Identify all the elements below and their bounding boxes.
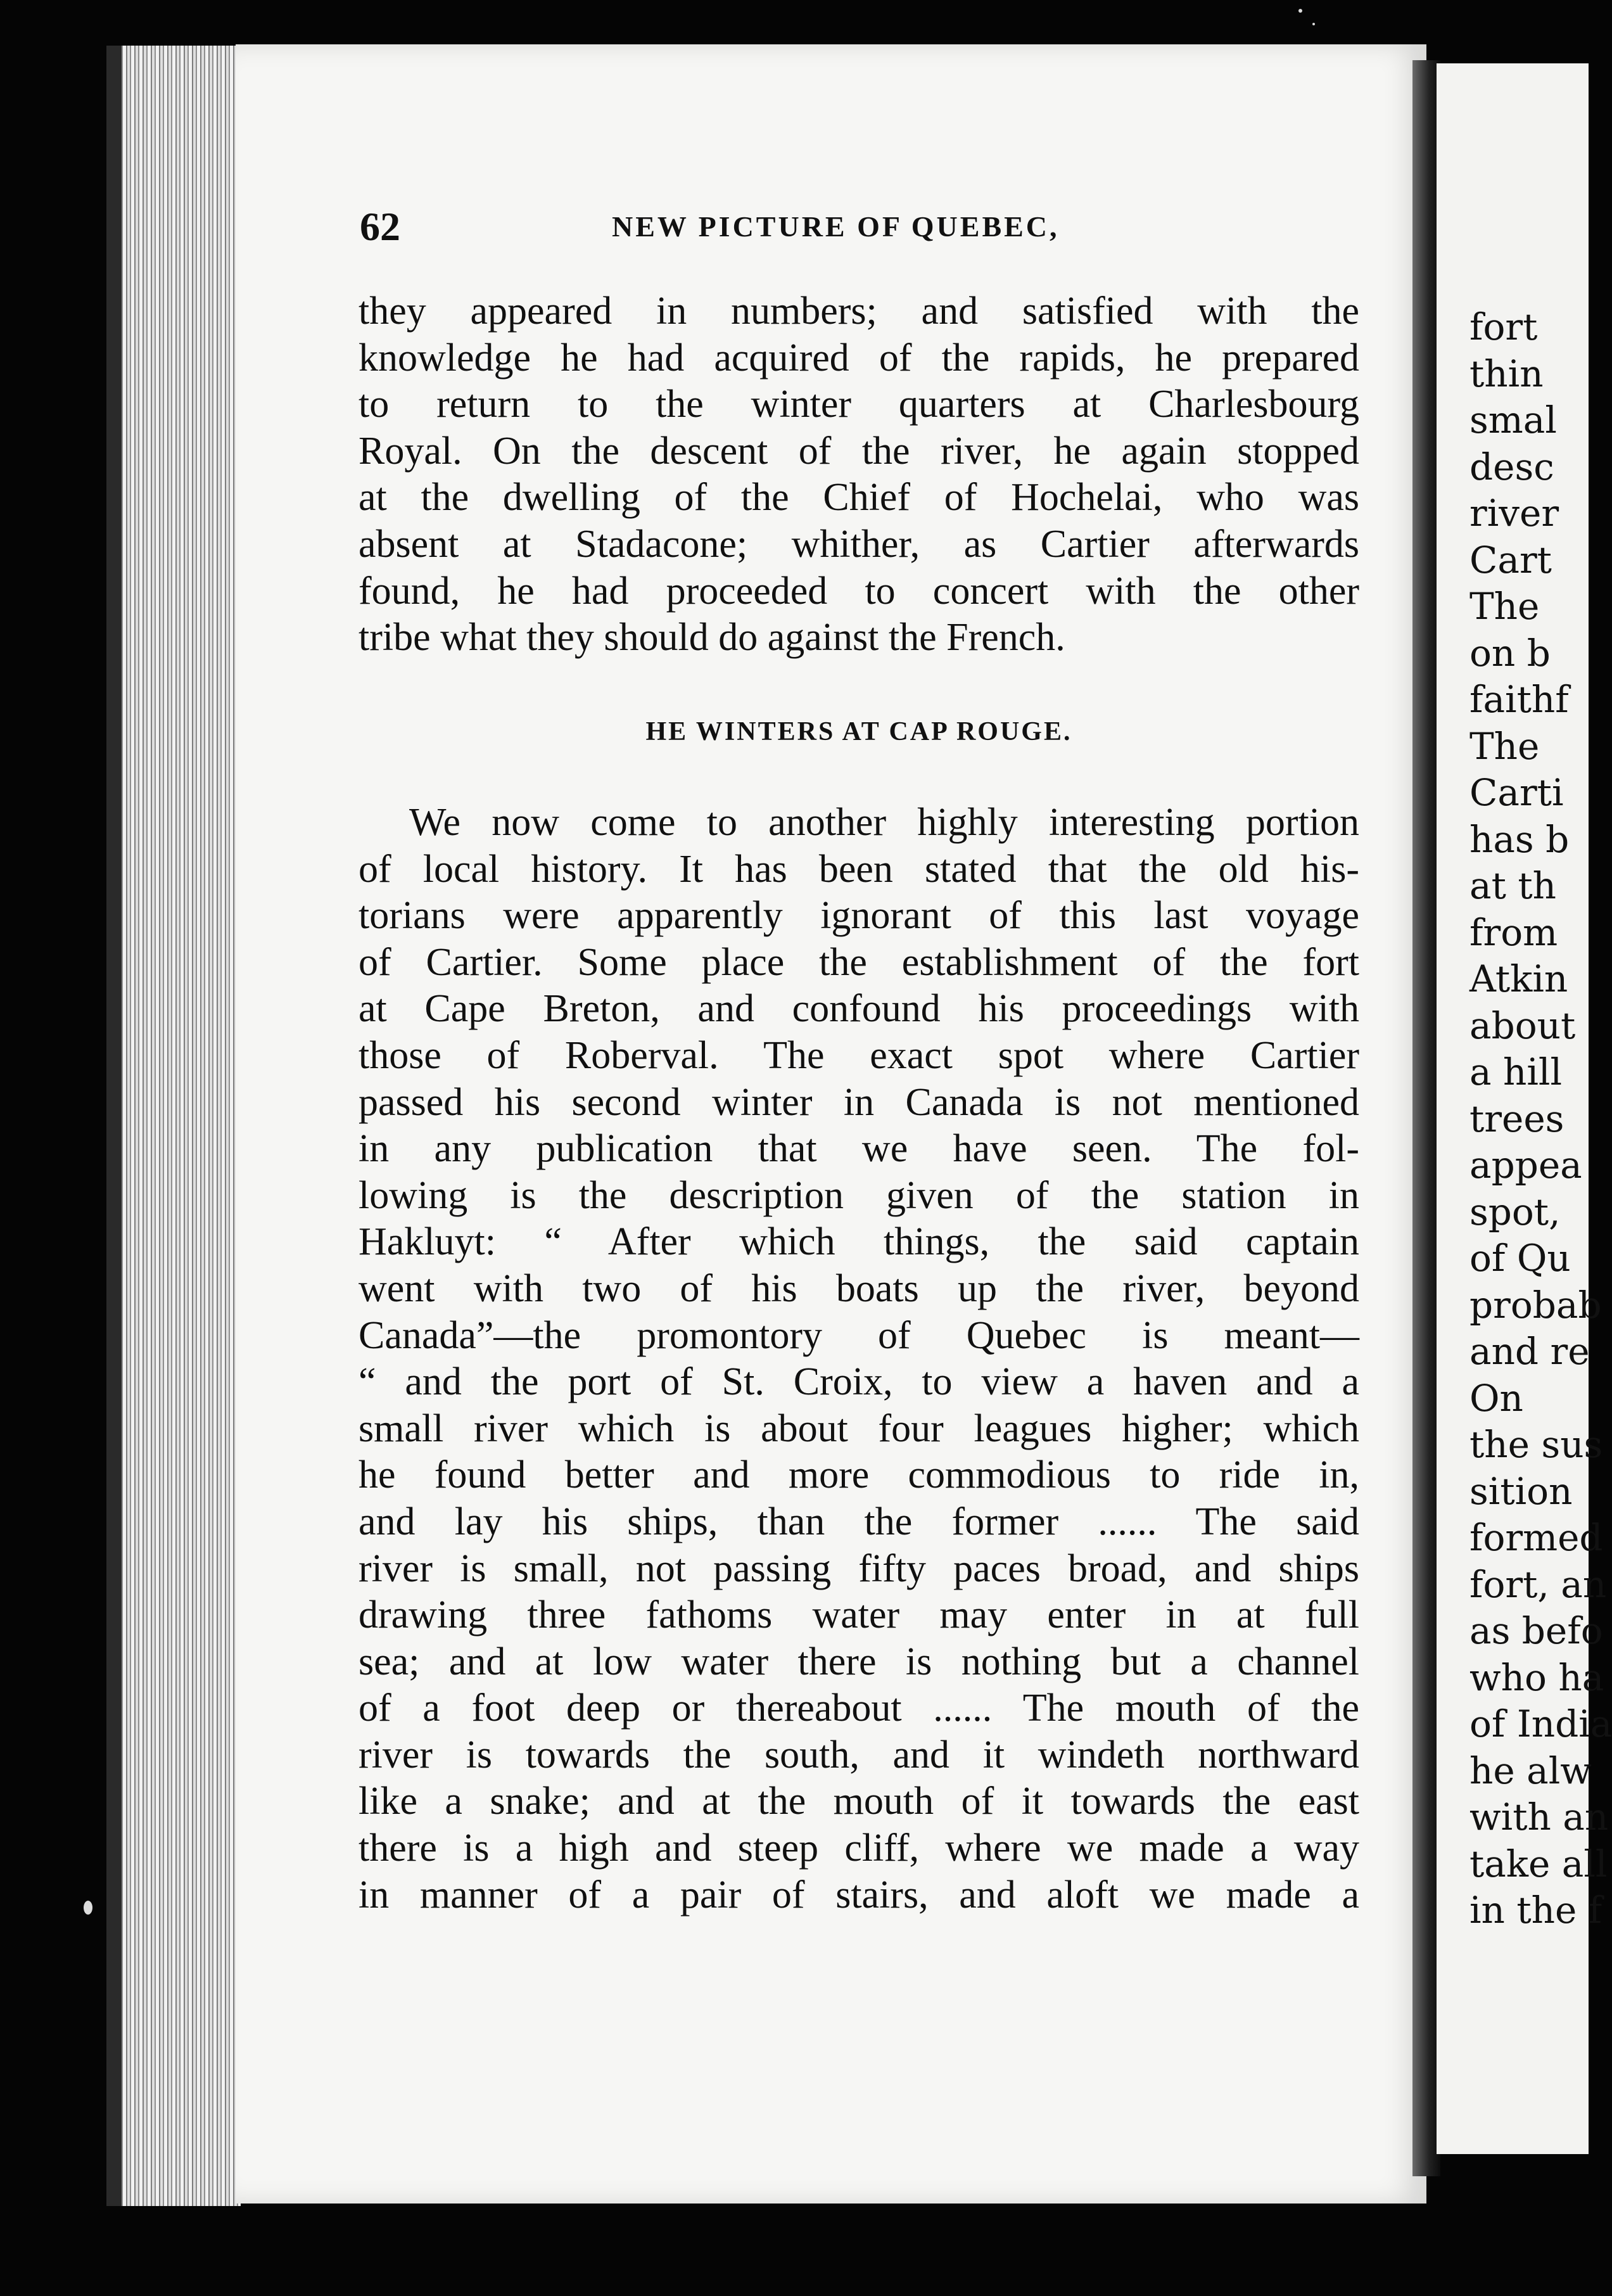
facing-line: he alw bbox=[1469, 1749, 1592, 1792]
text-line: We now come to another highly interesting portion bbox=[409, 801, 1359, 844]
facing-line: probab bbox=[1469, 1283, 1602, 1327]
facing-line: from bbox=[1469, 910, 1558, 954]
facing-line: with an bbox=[1469, 1795, 1609, 1839]
facing-line: The bbox=[1469, 585, 1540, 628]
facing-line: desc bbox=[1469, 445, 1554, 488]
text-line: Hakluyt: “ After which things, the said captain bbox=[359, 1220, 1359, 1264]
dust-speck bbox=[84, 1901, 92, 1915]
text-line: went with two of his boats up the river, beyond bbox=[359, 1266, 1359, 1310]
facing-line: a hill bbox=[1469, 1050, 1563, 1094]
facing-line: fort, an bbox=[1469, 1562, 1607, 1606]
facing-line: Cart bbox=[1469, 538, 1552, 582]
facing-line: of Qu bbox=[1469, 1237, 1571, 1280]
facing-line: river bbox=[1469, 492, 1559, 535]
text-line: and lay his ships, than the former ...... The said bbox=[359, 1500, 1359, 1543]
text-line: to return to the winter quarters at Charlesbourg bbox=[359, 383, 1359, 426]
text-line: drawing three fathoms water may enter in at full bbox=[359, 1593, 1359, 1637]
facing-line: trees bbox=[1469, 1097, 1564, 1140]
text-line: absent at Stadacone; whither, as Cartier afterwards bbox=[359, 522, 1359, 566]
facing-line: who ha bbox=[1469, 1655, 1604, 1699]
facing-line: the sus bbox=[1469, 1423, 1603, 1466]
text-line: in any publication that we have seen. The fol- bbox=[359, 1127, 1359, 1171]
page-edge-shadow bbox=[106, 46, 122, 2206]
text-line: river is towards the south, and it windeth northward bbox=[359, 1733, 1359, 1776]
facing-page-text bbox=[1469, 304, 1612, 1934]
page-number: 62 bbox=[360, 204, 400, 249]
facing-line: Carti bbox=[1469, 771, 1564, 814]
facing-line: and re bbox=[1469, 1330, 1590, 1373]
facing-line: take all bbox=[1469, 1842, 1608, 1885]
paragraph-2 bbox=[359, 800, 1359, 1918]
text-line: at Cape Breton, and confound his proceedings with bbox=[359, 987, 1359, 1031]
text-line: of local history. It has been stated that the old his- bbox=[359, 847, 1359, 891]
text-line: “ and the port of St. Croix, to view a haven and a bbox=[359, 1360, 1359, 1404]
facing-line: Atkin bbox=[1469, 957, 1568, 1000]
facing-line: in the f bbox=[1469, 1889, 1602, 1932]
text-line: at the dwelling of the Chief of Hochelai, who was bbox=[359, 476, 1359, 520]
facing-line: smal bbox=[1469, 399, 1557, 442]
facing-line: spot, bbox=[1469, 1190, 1561, 1234]
text-line: knowledge he had acquired of the rapids, he prepared bbox=[359, 336, 1359, 379]
paragraph-1 bbox=[359, 288, 1359, 661]
facing-line: appea bbox=[1469, 1144, 1582, 1187]
facing-line: On bbox=[1469, 1376, 1523, 1420]
text-line: passed his second winter in Canada is not mentioned bbox=[359, 1080, 1359, 1124]
text-line: found, he had proceeded to concert with the other bbox=[359, 569, 1359, 613]
dust-speck bbox=[1298, 9, 1302, 13]
facing-line: fort bbox=[1469, 305, 1538, 348]
facing-line: formed bbox=[1469, 1516, 1603, 1559]
facing-line: at th bbox=[1469, 864, 1556, 907]
facing-line: thin bbox=[1469, 352, 1544, 395]
text-line: of a foot deep or thereabout ...... The mouth of the bbox=[359, 1687, 1359, 1730]
text-line: sea; and at low water there is nothing but a channel bbox=[359, 1640, 1359, 1683]
text-line: river is small, not passing fifty paces broad, and ships bbox=[359, 1547, 1359, 1590]
text-line: he found better and more commodious to ride in, bbox=[359, 1453, 1359, 1497]
text-line: those of Roberval. The exact spot where Cartier bbox=[359, 1033, 1359, 1077]
text-line: Royal. On the descent of the river, he again stopped bbox=[359, 429, 1359, 473]
page-edges bbox=[106, 46, 241, 2206]
facing-line: has b bbox=[1469, 817, 1570, 861]
text-line: Canada”—the promontory of Quebec is meant— bbox=[359, 1313, 1359, 1357]
facing-line: sition bbox=[1469, 1469, 1573, 1513]
text-line: tribe what they should do against the French. bbox=[359, 616, 1065, 660]
running-title: NEW PICTURE OF QUEBEC, bbox=[612, 210, 1060, 243]
facing-line: of India bbox=[1469, 1702, 1612, 1745]
text-line: of Cartier. Some place the establishment of the fort bbox=[359, 940, 1359, 984]
text-line: in manner of a pair of stairs, and aloft we made a bbox=[359, 1873, 1359, 1917]
text-line: there is a high and steep cliff, where we made a way bbox=[359, 1827, 1359, 1870]
text-line: like a snake; and at the mouth of it towards the east bbox=[359, 1780, 1359, 1823]
facing-line: faithf bbox=[1469, 678, 1569, 721]
facing-line: on b bbox=[1469, 631, 1551, 675]
running-head bbox=[360, 201, 1348, 252]
facing-line: about bbox=[1469, 1004, 1576, 1047]
text-line: small river which is about four leagues higher; which bbox=[359, 1406, 1359, 1450]
text-line: they appeared in numbers; and satisfied with the bbox=[359, 290, 1359, 333]
section-heading: HE WINTERS AT CAP ROUGE. bbox=[645, 717, 1072, 746]
text-line: lowing is the description given of the station in bbox=[359, 1173, 1359, 1217]
text-line: torians were apparently ignorant of this last voyage bbox=[359, 894, 1359, 938]
dust-speck bbox=[1312, 23, 1315, 25]
right-page-fragment bbox=[1437, 63, 1612, 2154]
facing-line: The bbox=[1469, 724, 1540, 768]
facing-line: as befo bbox=[1469, 1609, 1603, 1652]
